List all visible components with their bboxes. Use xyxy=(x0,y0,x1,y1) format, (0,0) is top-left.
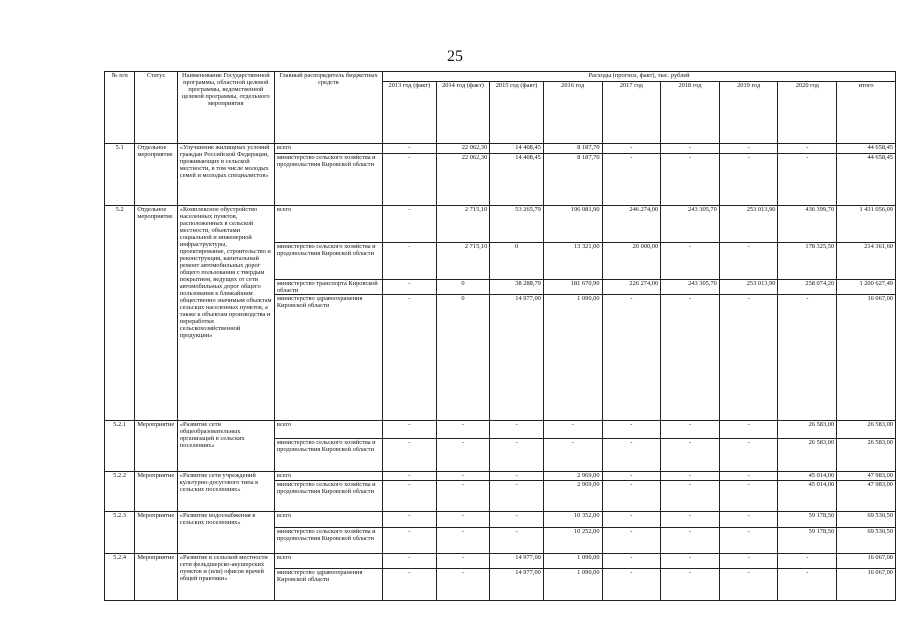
row-executor: министерство сельского хозяйства и продовольствия Кировской области xyxy=(274,528,382,554)
value-cell: - xyxy=(719,439,778,472)
value-cell: - xyxy=(490,528,544,554)
table-row xyxy=(105,206,896,243)
value-cell: 1 090,00 xyxy=(543,554,602,569)
row-number: 5.2.1 xyxy=(105,421,135,472)
value-cell: 44 658,45 xyxy=(837,154,896,206)
value-cell: 1 090,00 xyxy=(543,569,602,601)
value-cell: 59 178,50 xyxy=(778,512,837,528)
value-cell: - xyxy=(778,295,837,421)
value-cell: 1 200 627,49 xyxy=(837,280,896,295)
value-cell: - xyxy=(436,554,490,569)
value-cell: - xyxy=(490,439,544,472)
header-total: итого xyxy=(837,82,896,144)
value-cell: 53 265,79 xyxy=(490,206,544,243)
value-cell: - xyxy=(383,472,437,481)
value-cell: 16 067,00 xyxy=(837,554,896,569)
value-cell: 10 252,00 xyxy=(543,528,602,554)
value-cell: - xyxy=(778,154,837,206)
value-cell: - xyxy=(719,295,778,421)
row-executor: министерство здравоохранения Кировской области xyxy=(274,569,382,601)
value-cell: - xyxy=(490,472,544,481)
value-cell: - xyxy=(661,569,720,601)
value-cell: 181 670,90 xyxy=(543,280,602,295)
table-row xyxy=(105,554,896,569)
header-year-2015: 2015 год (факт) xyxy=(490,82,544,144)
row-executor: всего xyxy=(274,206,382,243)
header-num: № п/п xyxy=(105,72,135,144)
value-cell: - xyxy=(383,206,437,243)
row-status: Отдельное мероприятие xyxy=(135,206,177,421)
table-body xyxy=(105,144,896,601)
row-status: Мероприятие xyxy=(135,421,177,472)
value-cell: 178 325,50 xyxy=(778,243,837,280)
value-cell: - xyxy=(719,512,778,528)
value-cell: - xyxy=(602,569,661,601)
value-cell: 0 xyxy=(436,280,490,295)
value-cell: - xyxy=(602,481,661,512)
row-executor: всего xyxy=(274,421,382,439)
value-cell: - xyxy=(436,439,490,472)
header-executor: Главный распорядитель бюджетных средств xyxy=(274,72,382,144)
value-cell: - xyxy=(719,481,778,512)
value-cell: 69 530,50 xyxy=(837,528,896,554)
value-cell: - xyxy=(436,569,490,601)
value-cell: - xyxy=(719,144,778,154)
row-executor: министерство сельского хозяйства и продовольствия Кировской области xyxy=(274,481,382,512)
value-cell: 253 013,90 xyxy=(719,206,778,243)
value-cell: - xyxy=(436,472,490,481)
value-cell: 22 062,30 xyxy=(436,144,490,154)
value-cell: - xyxy=(383,554,437,569)
value-cell: - xyxy=(661,481,720,512)
value-cell: 13 321,00 xyxy=(543,243,602,280)
value-cell: - xyxy=(543,439,602,472)
table-row xyxy=(105,472,896,481)
row-executor: всего xyxy=(274,554,382,569)
row-executor: министерство сельского хозяйства и продовольствия Кировской области xyxy=(274,439,382,472)
value-cell: - xyxy=(602,472,661,481)
value-cell: 26 583,00 xyxy=(778,421,837,439)
value-cell: - xyxy=(602,295,661,421)
value-cell: - xyxy=(490,421,544,439)
value-cell: - xyxy=(661,439,720,472)
value-cell: 2 969,00 xyxy=(543,481,602,512)
value-cell: 26 583,00 xyxy=(778,439,837,472)
row-name: «Развитие водоснабжения в сельских поселениях» xyxy=(177,512,274,554)
row-status: Отдельное мероприятие xyxy=(135,144,177,206)
value-cell: - xyxy=(383,295,437,421)
value-cell: 44 658,45 xyxy=(837,144,896,154)
value-cell: - xyxy=(490,512,544,528)
header-name: Наименование Государственной программы, областной целевой программы, ведомственной целевой программы, отдельного мероприятия xyxy=(177,72,274,144)
value-cell: 59 178,50 xyxy=(778,528,837,554)
table-header xyxy=(105,72,896,144)
header-year-2013: 2013 год (факт) xyxy=(383,82,437,144)
row-name: «Комплексное обустройство населенных пунктов, расположенных в сельской местности, объектами социальной и инженерной инфраструктуры, проектирование, строительство и реконструкция, капитальный ремонт автомобильных дорог общего пользования с твердым покрытием, ведущих от сети автомобильных дорог общего пользования к ближайшим общественно значимым объектам сельских населенных пунктов, а также к объектам производства и переработки сельскохозяйственной продукции» xyxy=(177,206,274,421)
value-cell: 45 014,00 xyxy=(778,481,837,512)
value-cell: 8 187,70 xyxy=(543,144,602,154)
row-status: Мероприятие xyxy=(135,554,177,601)
value-cell: - xyxy=(383,512,437,528)
value-cell: - xyxy=(778,569,837,601)
value-cell: - xyxy=(490,481,544,512)
value-cell: 226 274,00 xyxy=(602,280,661,295)
value-cell: 14 408,45 xyxy=(490,144,544,154)
value-cell: - xyxy=(778,554,837,569)
value-cell: - xyxy=(383,569,437,601)
value-cell: - xyxy=(778,144,837,154)
value-cell: - xyxy=(602,439,661,472)
value-cell: 2 969,00 xyxy=(543,472,602,481)
row-executor: министерство здравоохранения Кировской области xyxy=(274,295,382,421)
value-cell: - xyxy=(661,243,720,280)
value-cell: - xyxy=(602,144,661,154)
expenses-table xyxy=(104,71,896,601)
value-cell: 16 067,00 xyxy=(837,569,896,601)
value-cell: - xyxy=(719,421,778,439)
value-cell: 2 715,10 xyxy=(436,243,490,280)
value-cell: - xyxy=(383,154,437,206)
row-executor: министерство сельского хозяйства и продовольствия Кировской области xyxy=(274,154,382,206)
row-executor: всего xyxy=(274,512,382,528)
value-cell: - xyxy=(719,528,778,554)
value-cell: 1 090,00 xyxy=(543,295,602,421)
value-cell: - xyxy=(436,528,490,554)
row-number: 5.2.4 xyxy=(105,554,135,601)
value-cell: - xyxy=(383,421,437,439)
value-cell: - xyxy=(661,528,720,554)
table-row xyxy=(105,144,896,154)
header-expenses: Расходы (прогноз, факт), тыс. рублей xyxy=(383,72,896,82)
value-cell: - xyxy=(602,528,661,554)
header-year-2014: 2014 год (факт) xyxy=(436,82,490,144)
row-status: Мероприятие xyxy=(135,472,177,512)
value-cell: 10 352,00 xyxy=(543,512,602,528)
value-cell: - xyxy=(436,481,490,512)
row-name: «Улучшение жилищных условий граждан Российской Федерации, проживающих в сельской местности, в том числе молодых семей и молодых специалистов» xyxy=(177,144,274,206)
header-status: Статус xyxy=(135,72,177,144)
value-cell: 38 288,79 xyxy=(490,280,544,295)
value-cell: - xyxy=(543,421,602,439)
value-cell: - xyxy=(719,472,778,481)
value-cell: - xyxy=(661,421,720,439)
row-status: Мероприятие xyxy=(135,512,177,554)
value-cell: 214 361,60 xyxy=(837,243,896,280)
header-year-2017: 2017 год xyxy=(602,82,661,144)
value-cell: 436 399,70 xyxy=(778,206,837,243)
value-cell: 253 013,90 xyxy=(719,280,778,295)
value-cell: - xyxy=(436,512,490,528)
row-number: 5.1 xyxy=(105,144,135,206)
value-cell: - xyxy=(719,569,778,601)
value-cell: 246 274,00 xyxy=(602,206,661,243)
value-cell: - xyxy=(602,154,661,206)
value-cell: - xyxy=(661,472,720,481)
value-cell: 47 983,00 xyxy=(837,481,896,512)
value-cell: - xyxy=(661,554,720,569)
row-executor: всего xyxy=(274,144,382,154)
value-cell: 2 715,10 xyxy=(436,206,490,243)
value-cell: 69 530,50 xyxy=(837,512,896,528)
value-cell: 47 983,00 xyxy=(837,472,896,481)
header-year-2018: 2018 год xyxy=(661,82,720,144)
value-cell: - xyxy=(383,280,437,295)
value-cell: - xyxy=(383,528,437,554)
value-cell: - xyxy=(602,421,661,439)
value-cell: 14 977,00 xyxy=(490,569,544,601)
header-year-2016: 2016 год xyxy=(543,82,602,144)
value-cell: - xyxy=(383,243,437,280)
value-cell: 196 081,90 xyxy=(543,206,602,243)
value-cell: 16 067,00 xyxy=(837,295,896,421)
value-cell: 26 583,00 xyxy=(837,439,896,472)
value-cell: - xyxy=(383,144,437,154)
value-cell: - xyxy=(719,243,778,280)
row-name: «Развитие сети общеобразовательных организаций в сельских поселениях» xyxy=(177,421,274,472)
row-executor: всего xyxy=(274,472,382,481)
value-cell: 243 305,70 xyxy=(661,206,720,243)
value-cell: 14 977,00 xyxy=(490,554,544,569)
header-year-2019: 2019 год xyxy=(719,82,778,144)
value-cell: 258 074,20 xyxy=(778,280,837,295)
row-number: 5.2.2 xyxy=(105,472,135,512)
row-name: «Развитие в сельской местности сети фельдшерско-акушерских пунктов и (или) офисов врачей общей практики» xyxy=(177,554,274,601)
value-cell: - xyxy=(661,154,720,206)
value-cell: 45 014,00 xyxy=(778,472,837,481)
page-number: 25 xyxy=(447,48,463,65)
value-cell: - xyxy=(661,295,720,421)
value-cell: 0 xyxy=(490,243,544,280)
value-cell: 14 408,45 xyxy=(490,154,544,206)
value-cell: - xyxy=(383,439,437,472)
value-cell: - xyxy=(719,154,778,206)
header-year-2020: 2020 год xyxy=(778,82,837,144)
row-number: 5.2 xyxy=(105,206,135,421)
value-cell: 243 305,70 xyxy=(661,280,720,295)
value-cell: 26 583,00 xyxy=(837,421,896,439)
value-cell: 0 xyxy=(436,295,490,421)
value-cell: 20 000,00 xyxy=(602,243,661,280)
row-number: 5.2.3 xyxy=(105,512,135,554)
value-cell: - xyxy=(436,421,490,439)
value-cell: - xyxy=(383,481,437,512)
table-row xyxy=(105,512,896,528)
value-cell: 14 977,00 xyxy=(490,295,544,421)
value-cell: - xyxy=(661,144,720,154)
table-row xyxy=(105,421,896,439)
value-cell: - xyxy=(602,512,661,528)
row-executor: министерство транспорта Кировской области xyxy=(274,280,382,295)
value-cell: 22 062,30 xyxy=(436,154,490,206)
row-name: «Развитие сети учреждений культурно-досугового типа в сельских поселениях» xyxy=(177,472,274,512)
value-cell: - xyxy=(602,554,661,569)
value-cell: - xyxy=(661,512,720,528)
row-executor: министерство сельского хозяйства и продовольствия Кировской области xyxy=(274,243,382,280)
value-cell: 8 187,70 xyxy=(543,154,602,206)
value-cell: - xyxy=(719,554,778,569)
value-cell: 1 431 056,09 xyxy=(837,206,896,243)
